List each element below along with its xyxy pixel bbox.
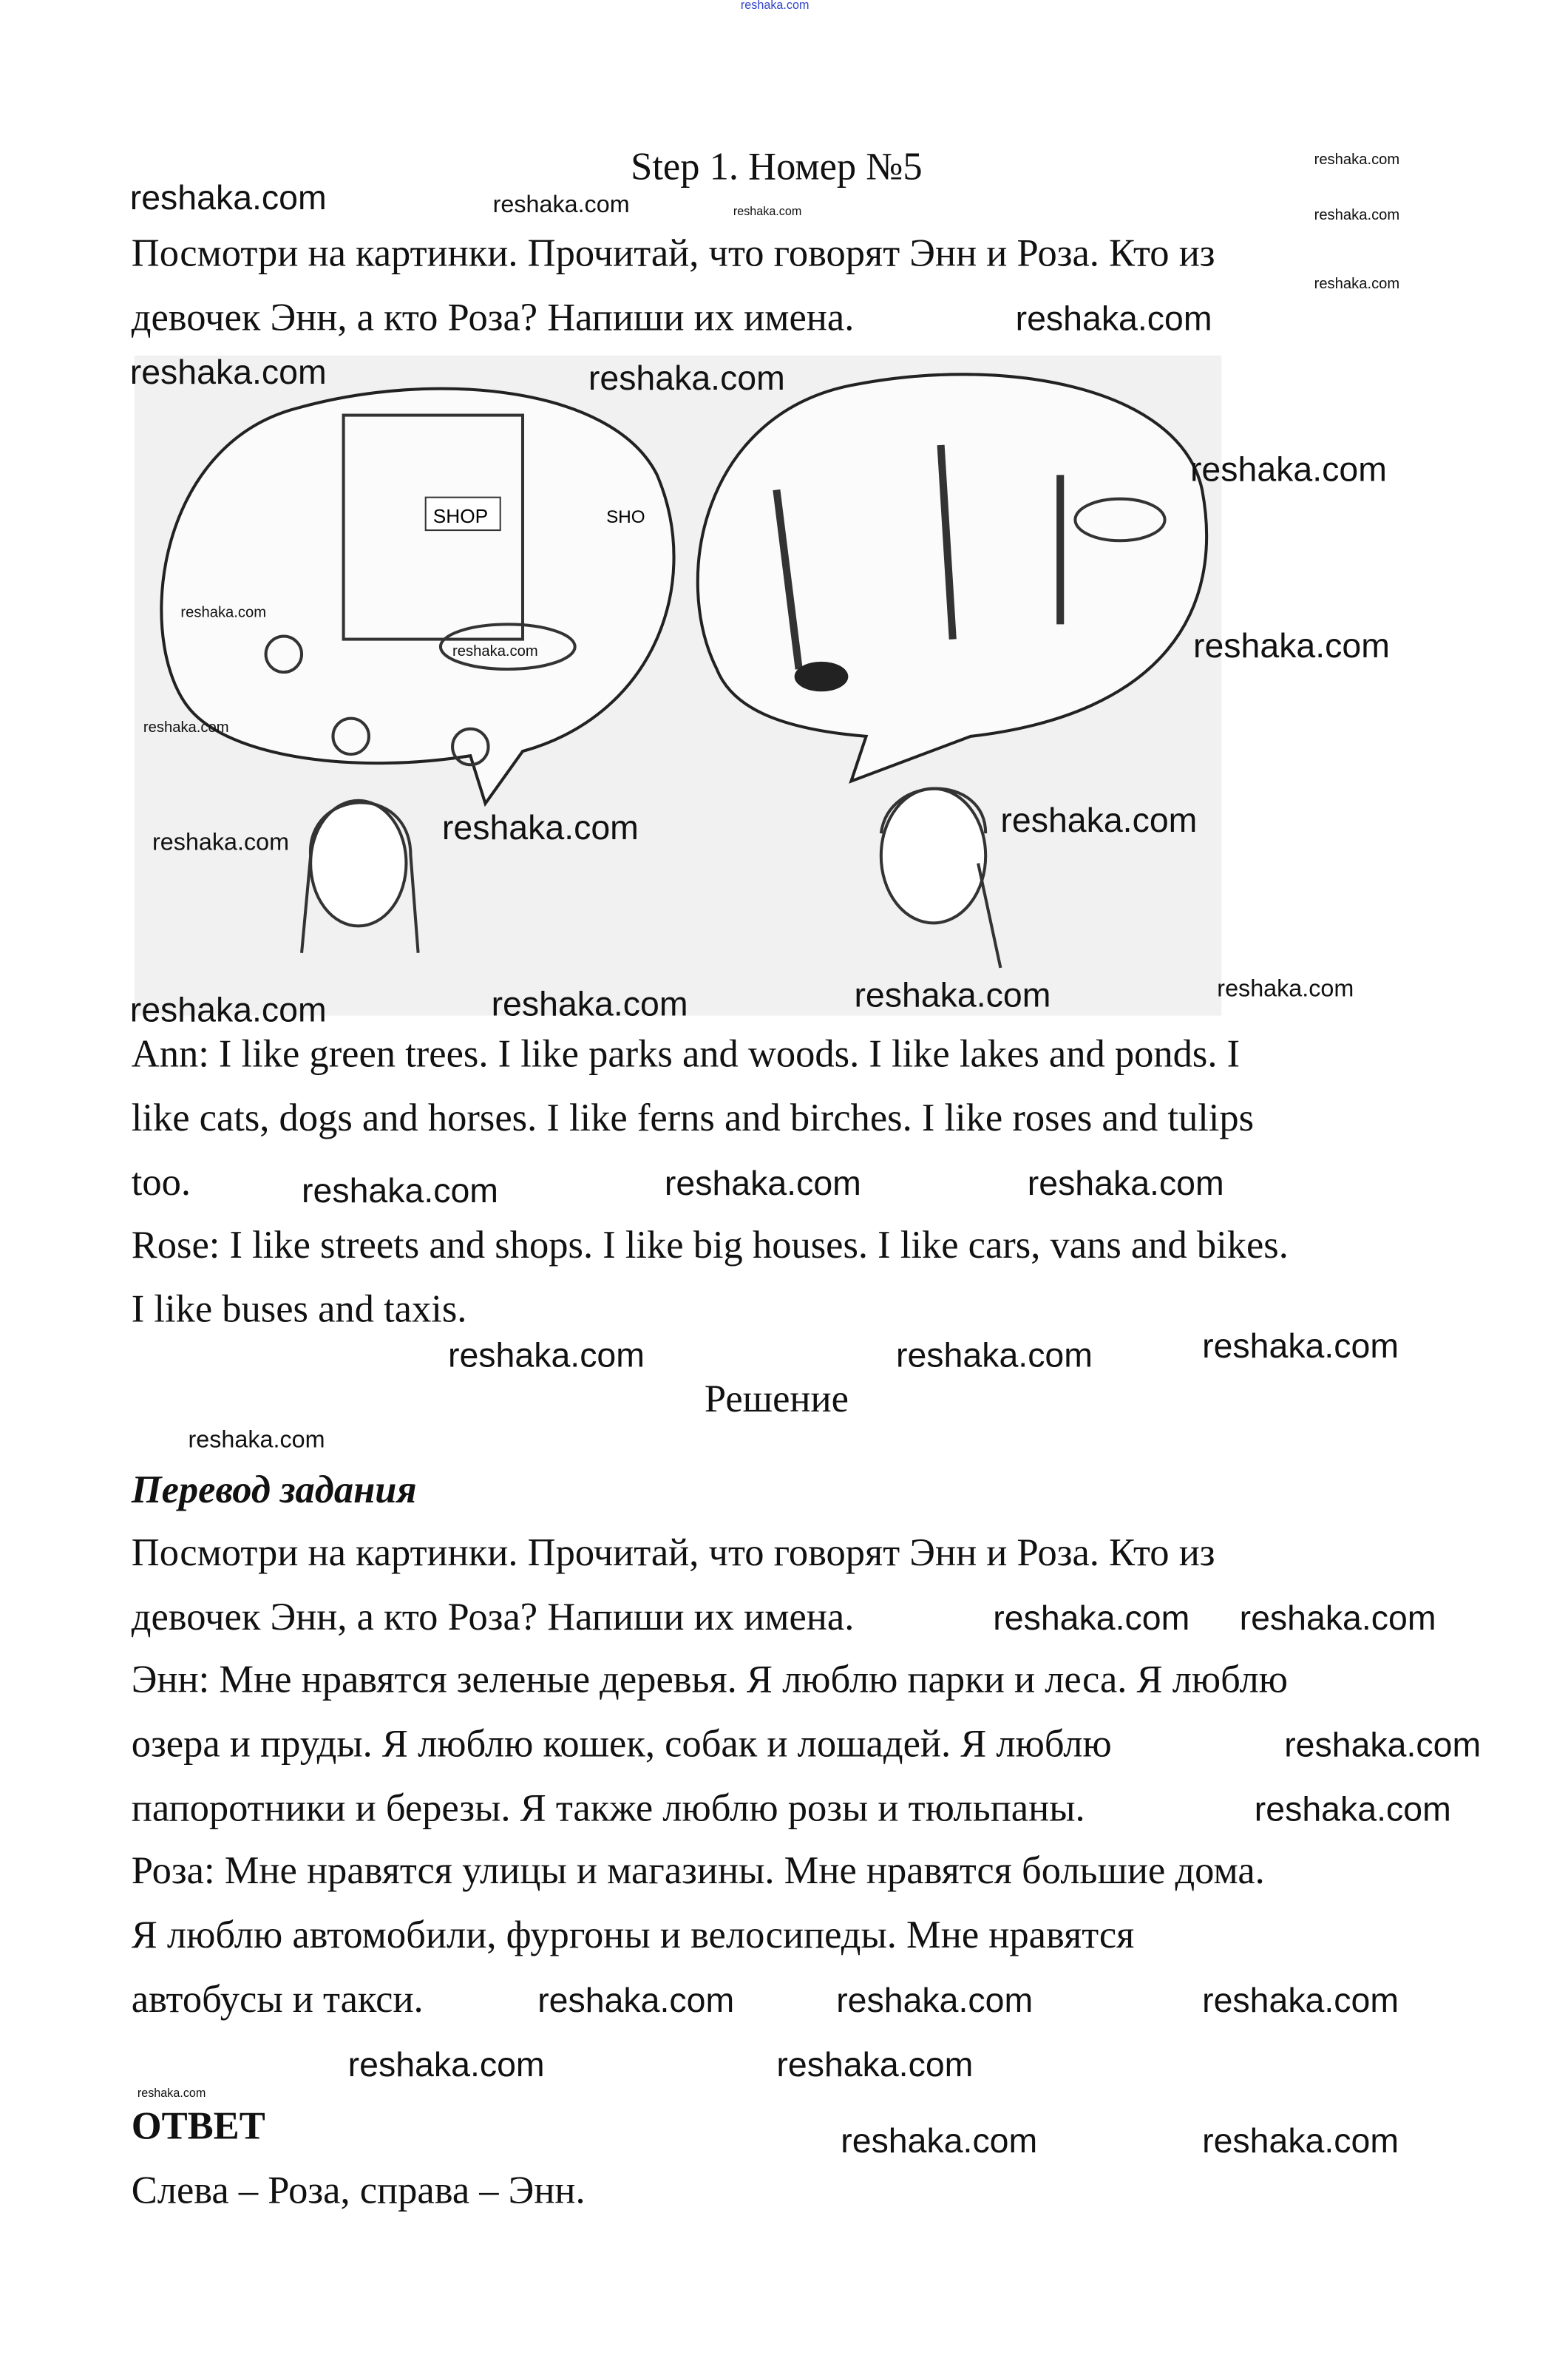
translation-line: автобусы и такси. [131, 1977, 424, 2021]
watermark: reshaka.com [129, 177, 327, 217]
watermark: reshaka.com [1314, 276, 1400, 293]
rose-text-line: I like buses and taxis. [131, 1287, 467, 1331]
watermark: reshaka.com [993, 1598, 1190, 1637]
illustration-drawing [135, 356, 1222, 1016]
watermark: reshaka.com [441, 807, 639, 847]
watermark: reshaka.com [1192, 626, 1390, 665]
watermark: reshaka.com [537, 1980, 735, 2020]
task-line: Посмотри на картинки. Прочитай, что говорят Энн и Роза. Кто из [131, 231, 1215, 275]
watermark: reshaka.com [347, 2044, 545, 2084]
translation-line: девочек Энн, а кто Роза? Напиши их имена. [131, 1595, 855, 1638]
watermark: reshaka.com [1202, 1326, 1399, 1366]
watermark: reshaka.com [152, 830, 290, 856]
shop-sign-2: SHO [606, 506, 645, 527]
watermark: reshaka.com [1217, 977, 1354, 1003]
watermark: reshaka.com [1015, 299, 1212, 338]
watermark: reshaka.com [776, 2044, 974, 2084]
watermark: reshaka.com [302, 1170, 499, 1210]
exercise-illustration [135, 356, 1222, 1016]
watermark: reshaka.com [1314, 207, 1400, 224]
watermark: reshaka.com [188, 1428, 325, 1454]
site-header-link[interactable]: reshaka.com [740, 0, 810, 13]
watermark: reshaka.com [664, 1163, 861, 1203]
ann-text-line: like cats, dogs and horses. I like ferns and birches. I like roses and tulips [131, 1096, 1255, 1140]
translation-line: озера и пруды. Я люблю кошек, собак и лошадей. Я люблю [131, 1722, 1112, 1766]
watermark: reshaka.com [129, 352, 327, 392]
watermark: reshaka.com [492, 192, 630, 218]
translation-line: папоротники и березы. Я также люблю розы и тюльпаны. [131, 1786, 1085, 1830]
translation-line: Энн: Мне нравятся зеленые деревья. Я люблю парки и леса. Я люблю [131, 1658, 1289, 1701]
rose-text-line: Rose: I like streets and shops. I like big houses. I like cars, vans and bikes. [131, 1223, 1289, 1267]
translation-line: Роза: Мне нравятся улицы и магазины. Мне нравятся большие дома. [131, 1848, 1265, 1893]
translation-line: Посмотри на картинки. Прочитай, что говорят Энн и Роза. Кто из [131, 1531, 1215, 1575]
page-title: Step 1. Номер №5 [631, 144, 923, 189]
solution-label: Решение [704, 1377, 849, 1421]
watermark: reshaka.com [1239, 1598, 1436, 1637]
watermark: reshaka.com [491, 984, 688, 1023]
shop-sign: SHOP [432, 505, 489, 527]
task-line: девочек Энн, а кто Роза? Напиши их имена. [131, 295, 855, 339]
watermark: reshaka.com [733, 204, 802, 218]
watermark: reshaka.com [1254, 1789, 1451, 1829]
ann-text-line: Ann: I like green trees. I like parks and woods. I like lakes and ponds. I [131, 1031, 1241, 1076]
watermark: reshaka.com [129, 990, 327, 1029]
answer-heading: ОТВЕТ [131, 2104, 265, 2148]
watermark: reshaka.com [1314, 152, 1400, 169]
watermark: reshaka.com [143, 719, 229, 736]
watermark: reshaka.com [137, 2086, 206, 2101]
watermark: reshaka.com [588, 358, 785, 398]
answer-text: Слева – Роза, справа – Энн. [131, 2169, 586, 2212]
watermark: reshaka.com [1202, 1980, 1399, 2020]
translation-heading: Перевод задания [131, 1468, 417, 1512]
watermark: reshaka.com [854, 975, 1051, 1014]
watermark: reshaka.com [841, 2121, 1038, 2160]
watermark: reshaka.com [1284, 1725, 1482, 1764]
watermark: reshaka.com [1189, 450, 1387, 489]
watermark: reshaka.com [1000, 800, 1198, 840]
ann-text-line: too. [131, 1160, 191, 1204]
watermark: reshaka.com [448, 1335, 645, 1375]
watermark: reshaka.com [452, 643, 538, 660]
watermark: reshaka.com [1202, 2121, 1399, 2160]
translation-line: Я люблю автомобили, фургоны и велосипеды. Мне нравятся [131, 1913, 1135, 1957]
watermark: reshaka.com [896, 1335, 1093, 1375]
watermark: reshaka.com [180, 605, 267, 622]
watermark: reshaka.com [1027, 1163, 1224, 1203]
watermark: reshaka.com [836, 1980, 1034, 2020]
